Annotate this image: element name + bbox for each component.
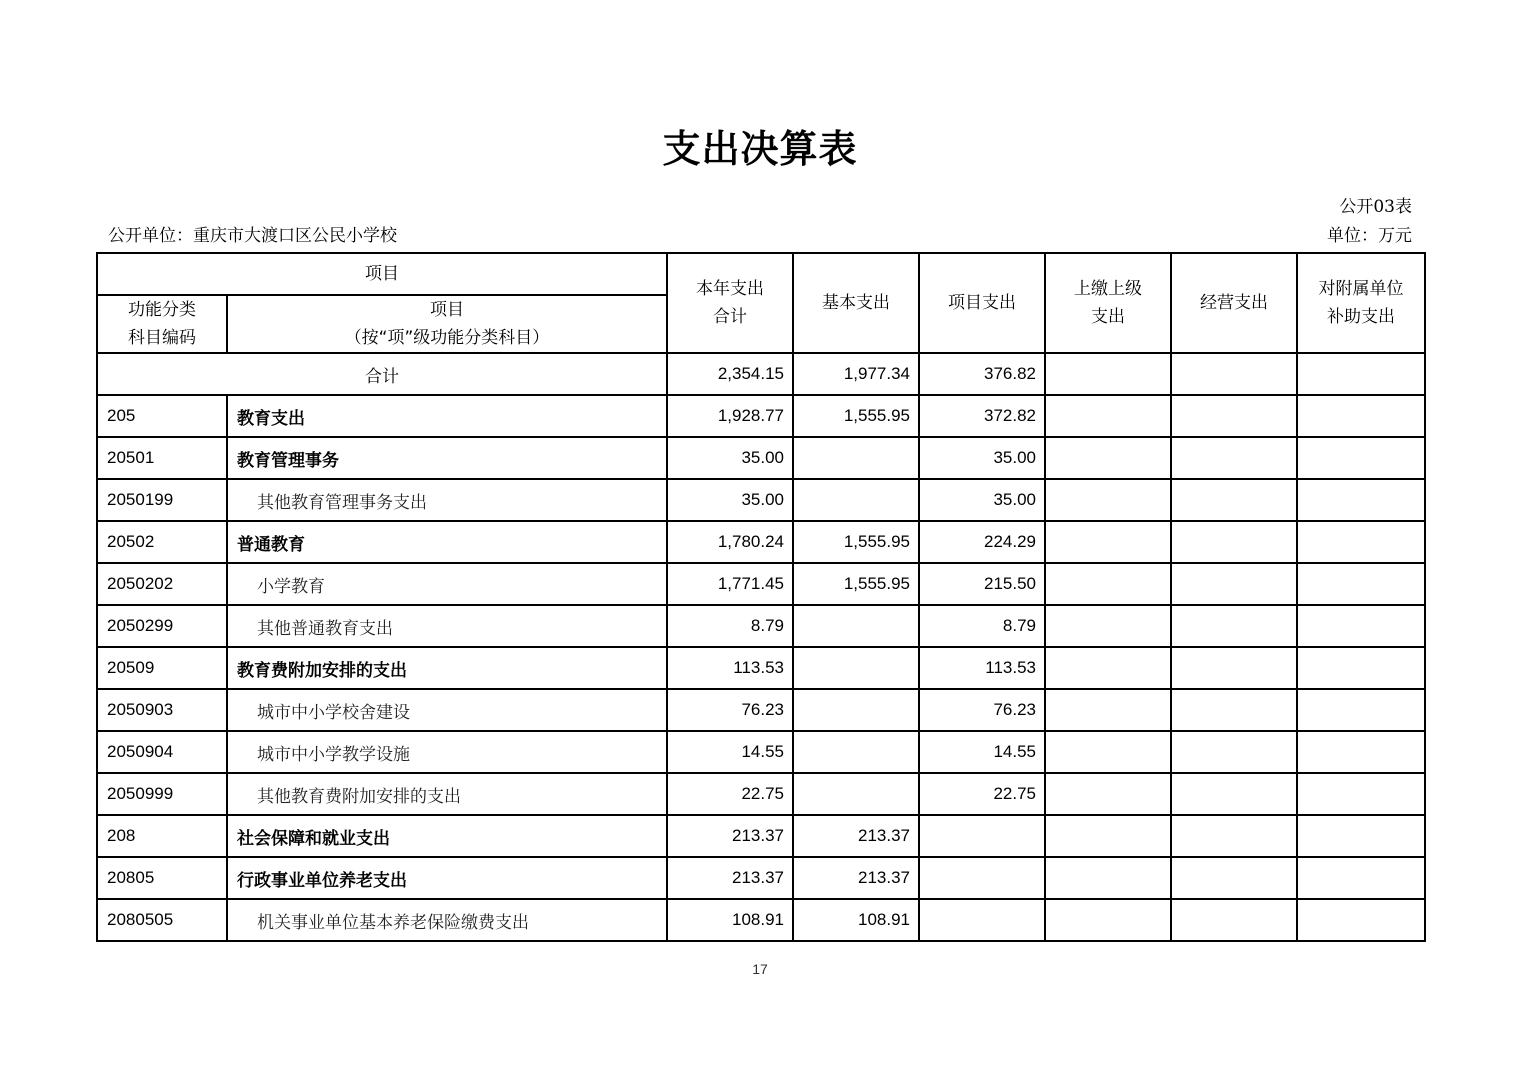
total-cell: 213.37 [667,815,793,857]
basic-cell [793,689,919,731]
header-subsidy [1297,253,1425,353]
total-cell: 1,780.24 [667,521,793,563]
header-subsidy-line1: 对附属单位 [1318,279,1404,299]
total-cell: 213.37 [667,857,793,899]
total-cell: 113.53 [667,647,793,689]
upper-cell [1045,815,1171,857]
upper-cell [1045,395,1171,437]
project-cell: 76.23 [919,689,1045,731]
code-cell: 2050199 [97,479,227,521]
total-cell: 108.91 [667,899,793,941]
header-project: 项目 [97,253,667,295]
total-cell-upper [1045,353,1171,395]
business-cell [1171,689,1297,731]
total-cell: 8.79 [667,605,793,647]
code-cell: 20501 [97,437,227,479]
code-cell: 2050904 [97,731,227,773]
header-project-expenditure: 项目支出 [919,253,1045,353]
project-cell: 22.75 [919,773,1045,815]
code-cell: 205 [97,395,227,437]
project-cell: 8.79 [919,605,1045,647]
code-cell: 2050903 [97,689,227,731]
project-cell: 372.82 [919,395,1045,437]
project-cell: 215.50 [919,563,1045,605]
header-business: 经营支出 [1171,253,1297,353]
name-cell: 小学教育 [227,563,667,605]
project-cell: 35.00 [919,437,1045,479]
name-cell: 其他教育管理事务支出 [227,479,667,521]
business-cell [1171,437,1297,479]
table-row [97,773,1425,815]
upper-cell [1045,521,1171,563]
project-cell [919,815,1045,857]
table-row [97,521,1425,563]
name-cell: 其他教育费附加安排的支出 [227,773,667,815]
project-cell: 14.55 [919,731,1045,773]
upper-cell [1045,773,1171,815]
total-cell-total: 2,354.15 [667,353,793,395]
project-cell [919,899,1045,941]
upper-cell [1045,563,1171,605]
subsidy-cell [1297,521,1425,563]
upper-cell [1045,647,1171,689]
code-cell: 2050299 [97,605,227,647]
total-cell: 1,771.45 [667,563,793,605]
business-cell [1171,479,1297,521]
project-cell: 113.53 [919,647,1045,689]
table-row [97,395,1425,437]
subsidy-cell [1297,395,1425,437]
page-number: 17 [752,961,768,977]
subsidy-cell [1297,689,1425,731]
total-cell: 76.23 [667,689,793,731]
code-cell: 2050999 [97,773,227,815]
code-cell: 208 [97,815,227,857]
table-row [97,647,1425,689]
total-cell: 1,928.77 [667,395,793,437]
project-cell: 224.29 [919,521,1045,563]
header-item [227,295,667,353]
reporting-unit: 公开单位：重庆市大渡口区公民小学校 [108,226,397,246]
header-upper [1045,253,1171,353]
business-cell [1171,647,1297,689]
code-cell: 2080505 [97,899,227,941]
upper-cell [1045,437,1171,479]
subsidy-cell [1297,563,1425,605]
header-total-line2: 合计 [713,307,747,327]
business-cell [1171,395,1297,437]
header-total [667,253,793,353]
subsidy-cell [1297,605,1425,647]
basic-cell [793,605,919,647]
total-cell: 14.55 [667,731,793,773]
subsidy-cell [1297,647,1425,689]
name-cell: 行政事业单位养老支出 [227,857,667,899]
subsidy-cell [1297,437,1425,479]
total-cell-basic: 1,977.34 [793,353,919,395]
code-cell: 20805 [97,857,227,899]
business-cell [1171,857,1297,899]
total-label: 合计 [97,353,667,395]
name-cell: 机关事业单位基本养老保险缴费支出 [227,899,667,941]
business-cell [1171,773,1297,815]
basic-cell: 1,555.95 [793,563,919,605]
basic-cell: 213.37 [793,857,919,899]
basic-cell [793,773,919,815]
basic-cell [793,479,919,521]
total-cell: 35.00 [667,479,793,521]
header-upper-line2: 支出 [1091,307,1125,327]
header-code-line2: 科目编码 [128,328,196,348]
code-cell: 20502 [97,521,227,563]
basic-cell: 1,555.95 [793,395,919,437]
name-cell: 教育费附加安排的支出 [227,647,667,689]
code-cell: 20509 [97,647,227,689]
page-title: 支出决算表 [662,127,858,171]
name-cell: 教育管理事务 [227,437,667,479]
total-cell: 35.00 [667,437,793,479]
business-cell [1171,815,1297,857]
business-cell [1171,563,1297,605]
table-row [97,899,1425,941]
table-row [97,815,1425,857]
subsidy-cell [1297,899,1425,941]
subsidy-cell [1297,815,1425,857]
basic-cell: 108.91 [793,899,919,941]
currency-unit: 单位：万元 [1327,226,1412,246]
basic-cell [793,731,919,773]
table-number: 公开03表 [1339,197,1412,217]
table-row [97,857,1425,899]
table-row [97,605,1425,647]
name-cell: 城市中小学校舍建设 [227,689,667,731]
table-row [97,437,1425,479]
name-cell: 普通教育 [227,521,667,563]
upper-cell [1045,857,1171,899]
name-cell: 社会保障和就业支出 [227,815,667,857]
header-basic: 基本支出 [793,253,919,353]
business-cell [1171,731,1297,773]
table-row [97,563,1425,605]
header-total-line1: 本年支出 [696,279,764,299]
subsidy-cell [1297,479,1425,521]
basic-cell [793,437,919,479]
upper-cell [1045,731,1171,773]
business-cell [1171,521,1297,563]
table-row [97,731,1425,773]
header-code-line1: 功能分类 [128,300,196,320]
total-row [97,353,1425,395]
basic-cell: 213.37 [793,815,919,857]
subsidy-cell [1297,857,1425,899]
basic-cell: 1,555.95 [793,521,919,563]
name-cell: 教育支出 [227,395,667,437]
code-cell: 2050202 [97,563,227,605]
header-item-line1: 项目 [430,300,464,320]
expenditure-table [96,252,1426,942]
upper-cell [1045,605,1171,647]
header-upper-line1: 上缴上级 [1074,279,1142,299]
name-cell: 城市中小学教学设施 [227,731,667,773]
table-row [97,689,1425,731]
header-code [97,295,227,353]
header-item-line2: （按“项”级功能分类科目） [344,328,550,348]
upper-cell [1045,689,1171,731]
header-row-1 [97,253,1425,295]
upper-cell [1045,899,1171,941]
project-cell [919,857,1045,899]
subsidy-cell [1297,773,1425,815]
business-cell [1171,899,1297,941]
basic-cell [793,647,919,689]
name-cell: 其他普通教育支出 [227,605,667,647]
total-cell-project: 376.82 [919,353,1045,395]
total-cell-business [1171,353,1297,395]
total-cell: 22.75 [667,773,793,815]
table-row [97,479,1425,521]
total-cell-subsidy [1297,353,1425,395]
project-cell: 35.00 [919,479,1045,521]
subsidy-cell [1297,731,1425,773]
header-subsidy-line2: 补助支出 [1327,307,1395,327]
business-cell [1171,605,1297,647]
upper-cell [1045,479,1171,521]
